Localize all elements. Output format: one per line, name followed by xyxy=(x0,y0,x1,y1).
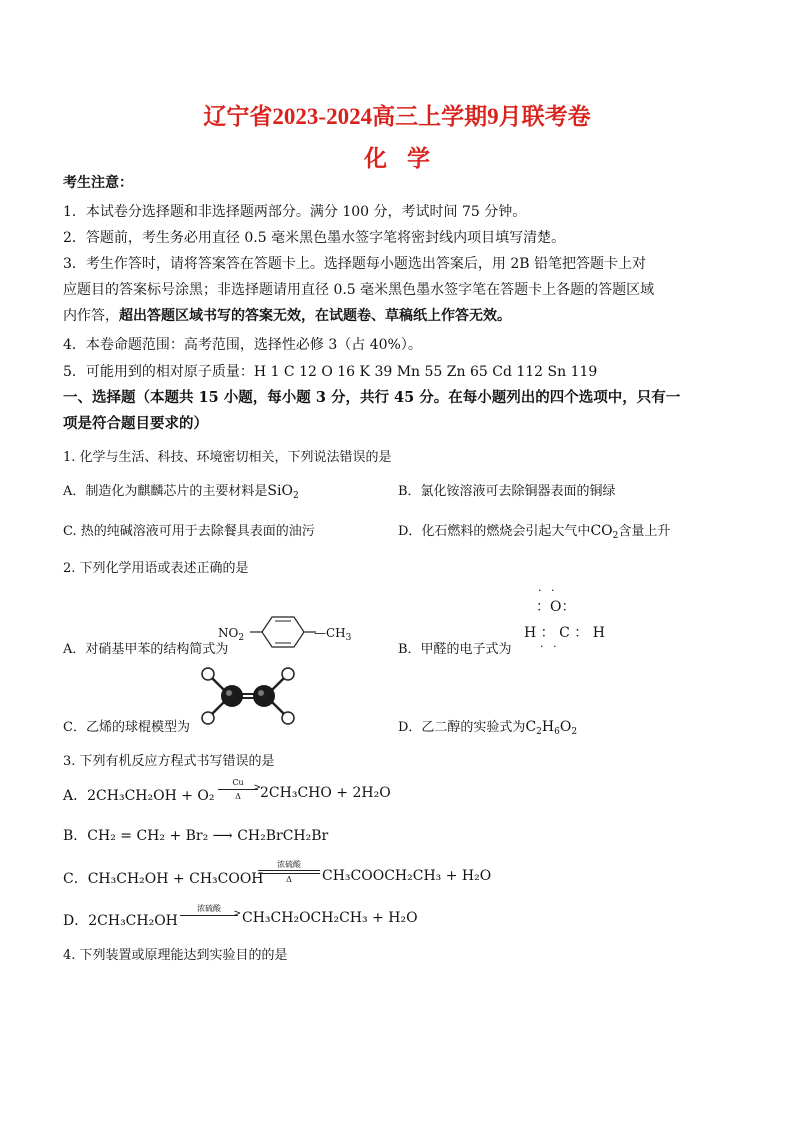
q2-a-no2-sub: 2 xyxy=(238,633,245,643)
q3-d-right: CH₃CH₂OCH₂CH₃ + H₂O xyxy=(242,910,418,926)
electron-formula-oxygen: ：O： xyxy=(536,599,576,615)
notice-1: 1．本试卷分选择题和非选择题两部分。满分 100 分，考试时间 75 分钟。 xyxy=(63,204,527,220)
q2-d-c: C xyxy=(525,719,537,735)
q1-option-b: B．氯化铵溶液可去除铜器表面的铜绿 xyxy=(398,484,616,499)
notice-3-tail-bold: 超出答题区域书写的答案无效，在试题卷、草稿纸上作答无效。 xyxy=(119,308,511,324)
q3-a-label: A． xyxy=(63,788,88,804)
notice-4: 4．本卷命题范围：高考范围，选择性必修 3（占 40%）。 xyxy=(63,337,422,353)
q2-a-ch3-sub: 3 xyxy=(345,633,352,643)
q3-option-d xyxy=(63,910,178,930)
ethylene-ball-stick-model xyxy=(198,666,298,726)
q1-option-c: C. 热的纯碱溶液可用于去除餐具表面的油污 xyxy=(63,524,315,539)
q2-d-text: D．乙二醇的实验式为 xyxy=(398,720,526,735)
electron-formula-row: H ： C ： H xyxy=(524,625,605,641)
q2-option-c: C．乙烯的球棍模型为 xyxy=(63,720,190,735)
q3-d-arrow xyxy=(180,904,241,919)
q3-option-a xyxy=(63,785,215,805)
q3-d-arrow-line: > xyxy=(180,915,238,916)
section-heading-line2: 项是符合题目要求的） xyxy=(63,415,208,432)
electron-dots-bottom: · · xyxy=(540,640,560,653)
notice-3: 3．考生作答时，请将答案答在答题卡上。选择题每小题选出答案后，用 2B 铅笔把答题卡上对 xyxy=(63,256,647,272)
q3-c-arrow-top xyxy=(258,870,320,871)
q2-option-a: A．对硝基甲苯的结构简式为 xyxy=(63,642,229,657)
q3-stem: 3. 下列有机反应方程式书写错误的是 xyxy=(63,754,275,769)
q2-d-o-sub: 2 xyxy=(571,727,578,737)
q1-a-text: A．制造化为麒麟芯片的主要材料是 xyxy=(63,484,268,499)
q2-option-b: B．甲醛的电子式为 xyxy=(398,642,512,657)
q3-c-left: CH₃CH₂OH + CH₃COOH xyxy=(87,871,264,887)
q3-c-condition: Δ xyxy=(286,875,292,884)
q1-d-sub: 2 xyxy=(612,531,619,541)
q2-a-no2-text: NO xyxy=(218,626,239,640)
q1-option-a xyxy=(63,480,299,499)
q3-a-arrow xyxy=(218,778,261,801)
q2-d-h: H xyxy=(541,719,555,735)
q1-option-d xyxy=(398,520,670,539)
q3-d-left: 2CH₃CH₂OH xyxy=(88,913,178,929)
q3-d-catalyst: 浓硫酸 xyxy=(197,904,221,913)
q2-a-ch3-text: —CH xyxy=(314,626,346,640)
q1-d-formula: CO xyxy=(590,523,613,539)
q1-a-sub: 2 xyxy=(292,491,299,501)
q3-c-right: CH₃COOCH₂CH₃ + H₂O xyxy=(322,868,492,884)
notice-2: 2．答题前，考生务必用直径 0.5 毫米黑色墨水签字笔将密封线内项目填写清楚。 xyxy=(63,230,566,246)
q3-c-arrow xyxy=(258,860,320,884)
electron-dots-top: · · xyxy=(538,584,558,597)
q3-a-catalyst: Cu xyxy=(232,778,244,787)
exam-title: 辽宁省2023-2024高三上学期9月联考卷 xyxy=(203,104,591,129)
benzene-ring-structure xyxy=(250,614,320,650)
q2-a-no2 xyxy=(218,626,245,643)
q3-b-label: B． xyxy=(63,828,88,844)
q1-stem: 1. 化学与生活、科技、环境密切相关，下列说法错误的是 xyxy=(63,450,392,465)
q3-option-b xyxy=(63,825,328,845)
q3-a-condition: Δ xyxy=(235,792,241,801)
q3-a-right: 2CH₃CHO + 2H₂O xyxy=(260,785,391,801)
q3-b-equation: CH₂ = CH₂ + Br₂ ⟶ CH₂BrCH₂Br xyxy=(87,828,329,844)
q2-option-d xyxy=(398,716,577,735)
q3-c-arrow-bottom xyxy=(258,873,320,874)
q2-d-c-sub: 2 xyxy=(536,727,542,737)
notice-3-tail xyxy=(63,306,511,326)
q3-option-c xyxy=(63,868,264,888)
q2-a-ch3 xyxy=(314,626,352,643)
section-heading-line1: 一、选择题（本题共 15 小题，每小题 3 分，共行 45 分。在每小题列出的四个选项中，只有一 xyxy=(63,389,681,406)
q3-c-label: C． xyxy=(63,871,88,887)
subject-title: 化学 xyxy=(364,145,450,172)
q2-d-h-sub: 6 xyxy=(554,727,560,737)
notice-heading: 考生注意： xyxy=(63,175,133,191)
q1-d-text: D．化石燃料的燃烧会引起大气中 xyxy=(398,524,591,539)
notice-5: 5．可能用到的相对原子质量：H 1 C 12 O 16 K 39 Mn 55 Zn 65 Cd 112 Sn 119 xyxy=(63,364,598,380)
q1-a-formula: SiO xyxy=(267,483,293,499)
q2-stem: 2. 下列化学用语或表述正确的是 xyxy=(63,561,249,576)
q3-c-catalyst: 浓硫酸 xyxy=(277,860,301,869)
q3-d-label: D． xyxy=(63,913,89,929)
notice-3-tail-plain: 内作答， xyxy=(63,308,119,324)
q2-d-o: O xyxy=(559,719,572,735)
q3-a-left: 2CH₃CH₂OH + O₂ xyxy=(87,788,215,804)
q1-d-tail: 含量上升 xyxy=(618,524,671,539)
notice-3-cont: 应题目的答案标号涂黑；非选择题请用直径 0.5 毫米黑色墨水签字笔在答题卡上各题的答题区域 xyxy=(63,282,655,298)
q4-stem: 4. 下列装置或原理能达到实验目的的是 xyxy=(63,948,288,963)
q3-a-arrow-line: > xyxy=(218,789,258,790)
